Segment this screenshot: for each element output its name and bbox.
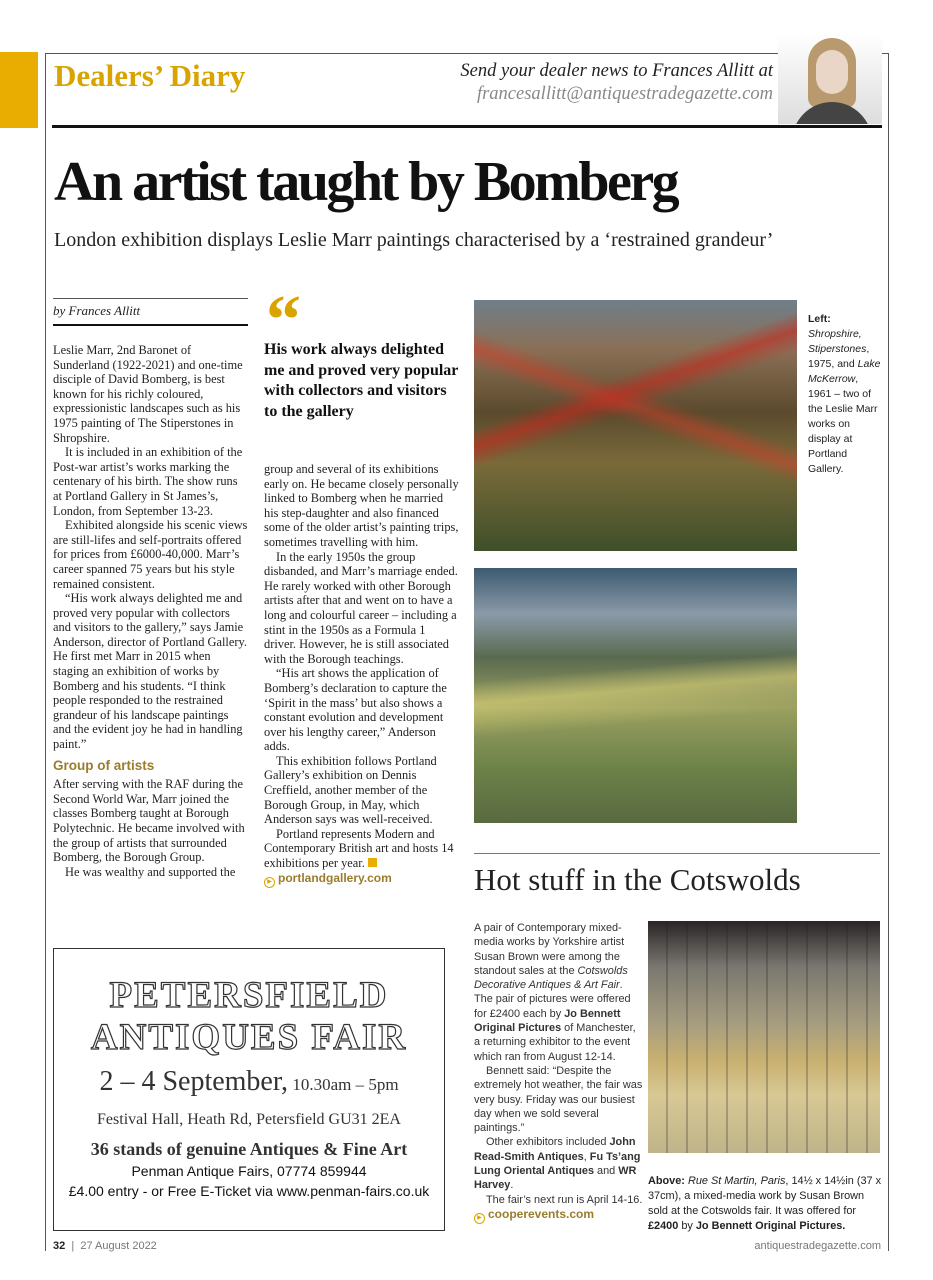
paragraph: Bennett said: “Despite the extremely hot weather, the fair was very busy. Friday was our busiest day when we sold several paintings.” <box>474 1064 643 1135</box>
section-title: Dealers’ Diary <box>54 58 246 93</box>
paragraph: Exhibited alongside his scenic views are still-lifes and self-portraits offered for prices from £6000-40,000. Marr’s career spanned 75 years but his style remained consistent. <box>53 518 248 591</box>
paragraph: A pair of Contemporary mixed-media works by Yorkshire artist Susan Brown were among the standout sales at the Cotswolds Decorative Antiques & Art Fair. The pair of pictures were offered for £2400 each by Jo Bennett Original Pictures of Manchester, a returning exhibitor to the event which ran from August 12-14. <box>474 922 636 1063</box>
ad-entry: £4.00 entry - or Free E-Ticket via www.penman-fairs.co.uk <box>68 1183 430 1199</box>
header-rule <box>52 125 882 128</box>
image-caption: Above: Rue St Martin, Paris, 14½ x 14½in (37 x 37cm), a mixed-media work by Susan Brown sold at the Cotswolds fair. It was offered for £2400 by Jo Bennett Original Pictures. <box>648 1175 882 1232</box>
contact-email[interactable]: francesallitt@antiquestradegazette.com <box>476 84 773 104</box>
ad-venue: Festival Hall, Heath Rd, Petersfield GU31 2EA <box>97 1111 401 1128</box>
paragraph: This exhibition follows Portland Gallery’s exhibition on Dennis Creffield, another member of the Borough Group, in May, which Anderson says was well-received. <box>264 753 437 827</box>
painting-lake-mckerrow <box>474 568 797 823</box>
end-mark-icon <box>368 858 377 867</box>
paragraph: Leslie Marr, 2nd Baronet of Sunderland (1922-2021) and one-time disciple of David Bomberg, is best known for his richly coloured, expressionistic landscapes such as his 1975 painting of The Stiperstones in Shropshire. <box>53 343 243 445</box>
section-divider <box>474 853 880 854</box>
caption-title: Shropshire, Stiperstones <box>808 328 867 355</box>
paragraph: Other exhibitors included John Read-Smith Antiques, Fu Ts’ang Lung Oriental Antiques and WR Harvey. <box>474 1136 641 1192</box>
article-column-2 <box>264 462 460 888</box>
ad-organiser: Penman Antique Fairs, 07774 859944 <box>131 1163 367 1179</box>
cotswolds-column <box>474 921 644 1224</box>
pull-quote: His work always delighted me and proved very popular with collectors and visitors to the gallery <box>264 341 459 420</box>
footer-page-info: 32 | 27 August 2022 <box>53 1240 157 1252</box>
quote-mark-icon: “ <box>266 282 301 359</box>
standfirst: London exhibition displays Leslie Marr paintings characterised by a ‘restrained grandeur’ <box>54 229 774 251</box>
paragraph-text: Portland represents Modern and Contemporary British art and hosts 14 exhibitions per year. <box>264 826 454 871</box>
paragraph: group and several of its exhibitions early on. He became closely personally linked to Bomberg when he married his step-daughter and also financed some of the older artist’s painting trips, sometimes travelling with him. <box>264 462 459 549</box>
paragraph: It is included in an exhibition of the Post-war artist’s works marking the centenary of his birth. The show runs at Portland Gallery in St James’s, London, from September 13-23. <box>53 445 243 518</box>
author-portrait <box>778 34 882 124</box>
painting-shropshire-stiperstones <box>474 300 797 551</box>
caption-title: Lake McKerrow <box>808 358 881 385</box>
caption-label: Left: <box>808 313 831 325</box>
byline: by Frances Allitt <box>53 298 248 326</box>
ad-stands: 36 stands of genuine Antiques & Fine Art <box>90 1139 408 1159</box>
image-caption <box>808 312 882 477</box>
link-text[interactable]: cooperevents.com <box>488 1206 595 1221</box>
gallery-link[interactable] <box>264 871 460 888</box>
contact-line: Send your dealer news to Frances Allitt at <box>460 61 773 81</box>
paragraph: The fair’s next run is April 14-16. <box>486 1193 643 1206</box>
play-icon: ▶ <box>474 1213 485 1224</box>
paragraph <box>264 827 460 871</box>
headline: An artist taught by Bomberg <box>54 151 678 213</box>
subheading: Group of artists <box>53 757 155 773</box>
play-icon: ▶ <box>264 877 275 888</box>
painting-rue-st-martin <box>648 921 880 1153</box>
paragraph: “His work always delighted me and proved very popular with collectors and visitors to the gallery,” says Jamie Anderson, director of Portland Gallery. He first met Marr in 2015 when staging an exhibition of works by Bomberg and his students. “I think people responded to the restrained grandeur of his landscape paintings and the evident joy he had in handling paint.” <box>53 591 247 752</box>
fair-link[interactable] <box>474 1207 644 1224</box>
paragraph: “His art shows the application of Bomberg’s declaration to capture the ‘Spirit in the mass’ but also shows a constant evolution and development over his lengthy career,” Anderson adds. <box>264 666 447 754</box>
secondary-headline: Hot stuff in the Cotswolds <box>474 862 801 897</box>
ad-dates: 2 – 4 September, 10.30am – 5pm <box>99 1066 399 1097</box>
paragraph: After serving with the RAF during the Second World War, Marr joined the classes Bomberg taught at Borough Polytechnic. He became involved with the group of artists that surrounded Bomberg, the Borough Group. <box>53 777 245 865</box>
caption-text: , 1961 – two of the Leslie Marr works on display at Portland Gallery. <box>808 373 878 475</box>
paragraph: He was wealthy and supported the <box>65 864 236 879</box>
ad-title: PETERSFIELD ANTIQUES FAIR <box>90 975 408 1058</box>
article-column-1 <box>53 343 249 879</box>
paragraph: In the early 1950s the group disbanded, and Marr’s marriage ended. He rarely worked with other Borough artists after that and went on to have a long and colourful career – including a stint in the 1950s as a Formula 1 driver. However, he is still associated with the Borough teachings. <box>264 549 458 666</box>
link-text[interactable]: portlandgallery.com <box>278 870 392 885</box>
contact-note <box>460 60 773 106</box>
fair-advert <box>53 948 445 1231</box>
footer-site: antiquestradegazette.com <box>754 1240 881 1252</box>
caption-text: , 1975, and <box>808 343 870 370</box>
section-tab <box>0 52 38 128</box>
